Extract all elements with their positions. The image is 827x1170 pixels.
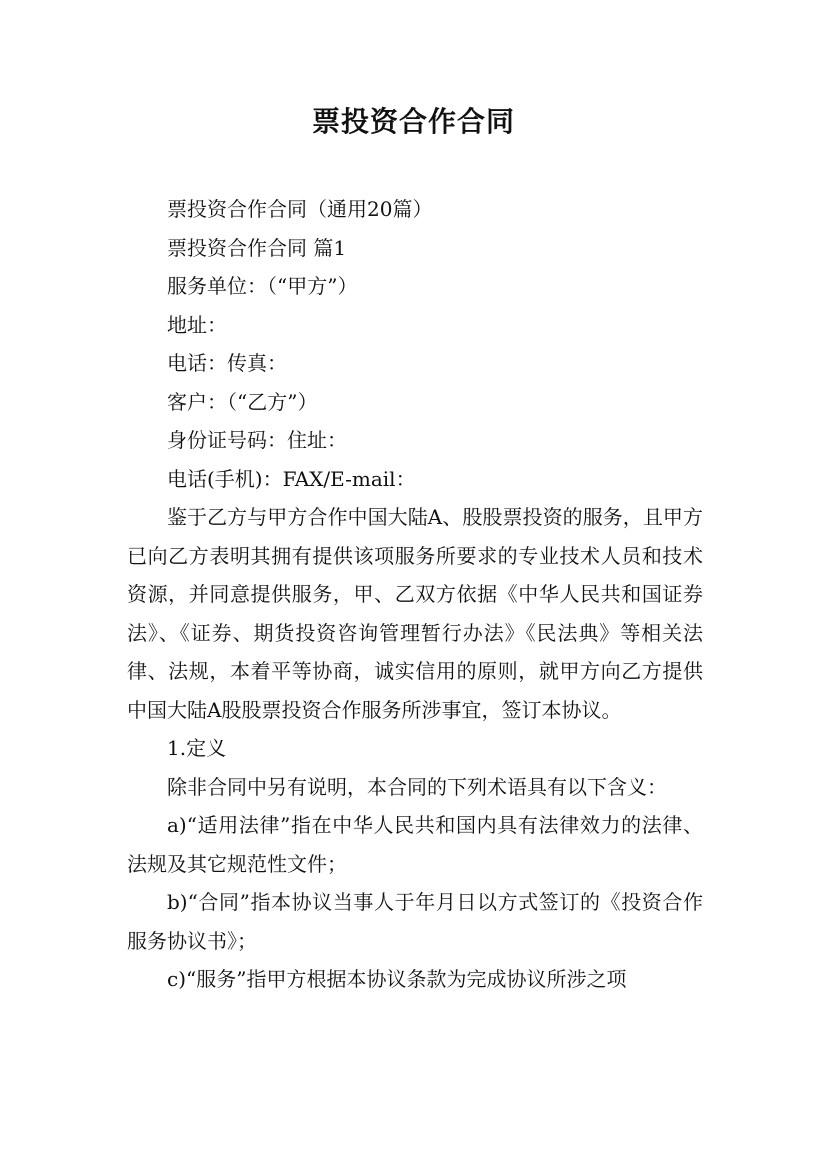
document-body [127, 190, 703, 999]
document-title: 票投资合作合同 [311, 105, 515, 138]
paragraph-definition-c: c)“服务”指甲方根据本协议条款为完成协议所涉之项 [167, 967, 627, 991]
paragraph-definitions-heading: 1.定义 [167, 736, 227, 760]
paragraph-phone-fax: 电话：传真： [167, 351, 287, 375]
paragraph-recitals: 鉴于乙方与甲方合作中国大陆A、股股票投资的服务，且甲方已向乙方表明其拥有提供该项服务所要求的专业技术人员和技术资源，并同意提供服务，甲、乙双方依据《中华人民共和国证券法》、《证券、期货投资咨询管理暂行办法》《民法典》等相关法律、法规，本着平等协商，诚实信用的原则，就甲方向乙方提供中国大陆A股股票投资合作服务所涉事宜，签订本协议。 [127, 505, 703, 722]
paragraph-definition-b: b)“合同”指本协议当事人于年月日以方式签订的《投资合作服务协议书》； [127, 890, 703, 953]
paragraph-section-heading: 票投资合作合同 篇1 [167, 235, 347, 260]
paragraph-collection-title: 票投资合作合同（通用20篇） [167, 197, 433, 221]
paragraph-service-unit: 服务单位：（“甲方”） [167, 274, 358, 298]
paragraph-id-address: 身份证号码：住址： [167, 428, 347, 452]
paragraph-client: 客户：（“乙方”） [167, 389, 318, 414]
paragraph-definition-a: a)“适用法律”指在中华人民共和国内具有法律效力的法律、法规及其它规范性文件； [127, 813, 703, 876]
paragraph-address: 地址： [167, 312, 227, 337]
paragraph-definitions-intro: 除非合同中另有说明，本合同的下列术语具有以下含义： [167, 774, 667, 799]
paragraph-mobile-fax-email: 电话(手机)：FAX/E-mail： [167, 466, 416, 491]
